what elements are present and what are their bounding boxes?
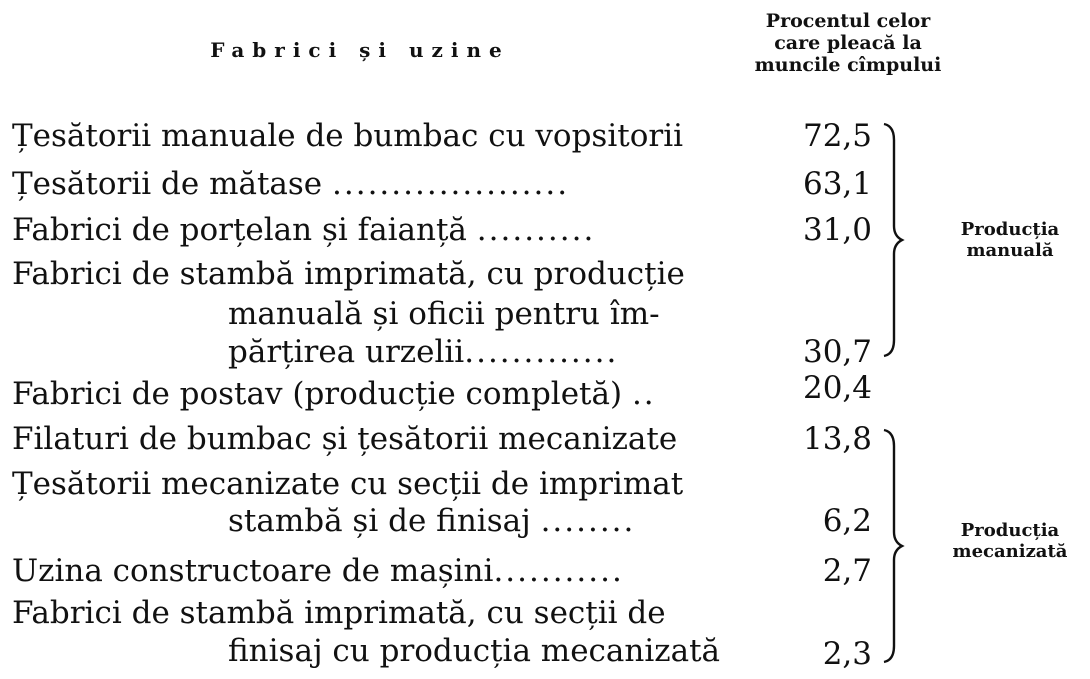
row-label: Fabrici de postav (producție completă) ..: [12, 376, 656, 412]
leader-dots: ........: [540, 503, 636, 539]
row-label-continuation: finisaj cu producția mecanizată: [228, 633, 721, 669]
leader-dots: .............: [464, 334, 619, 370]
row-value: 2,7: [822, 553, 872, 589]
column-header-percentage: [728, 10, 968, 76]
leader-dots: ...........: [493, 553, 624, 589]
row-value: 31,0: [802, 212, 872, 248]
row-value: 72,5: [802, 118, 872, 154]
row-label: Țesătorii mecanizate cu secții de imprimat: [12, 466, 684, 502]
row-label-continuation: părțirea urzelii.............: [228, 334, 619, 370]
brace-mechanized: [884, 430, 902, 662]
group-label-manual: Producția manuală: [960, 219, 1060, 261]
row-label: Țesătorii manuale de bumbac cu vopsitorii: [12, 118, 684, 154]
header-line: Procentul celor: [765, 10, 931, 32]
row-label: Fabrici de stambă imprimată, cu secții de: [12, 595, 666, 631]
row-label-continuation: manuală și oficii pentru îm-: [228, 296, 660, 332]
header-line: care pleacă la: [774, 32, 922, 54]
leader-dots: ....................: [332, 166, 570, 202]
group-braces: [870, 112, 930, 672]
row-label-continuation: stambă și de finisaj ........: [228, 503, 636, 539]
column-header-factories: Fabrici și uzine: [210, 38, 510, 62]
leader-dots: ..........: [476, 212, 596, 248]
row-value: 2,3: [822, 636, 872, 672]
row-label: Fabrici de stambă imprimată, cu producție: [12, 256, 685, 292]
header-line: muncile cîmpului: [754, 54, 942, 76]
row-value: 20,4: [802, 370, 872, 406]
group-label-mechanized: Producția mecanizată: [952, 520, 1068, 562]
row-label: Uzina constructoare de mașini...........: [12, 553, 624, 589]
row-label: Filaturi de bumbac și țesătorii mecanizate: [12, 421, 678, 457]
row-label: Țesătorii de mătase ....................: [12, 166, 570, 202]
row-value: 63,1: [802, 166, 872, 202]
row-value: 6,2: [822, 503, 872, 539]
leader-dots: ..: [631, 376, 656, 412]
brace-manual: [884, 124, 902, 356]
row-value: 30,7: [802, 334, 872, 370]
row-value: 13,8: [802, 421, 872, 457]
row-label: Fabrici de porțelan și faianță ..........: [12, 212, 596, 248]
